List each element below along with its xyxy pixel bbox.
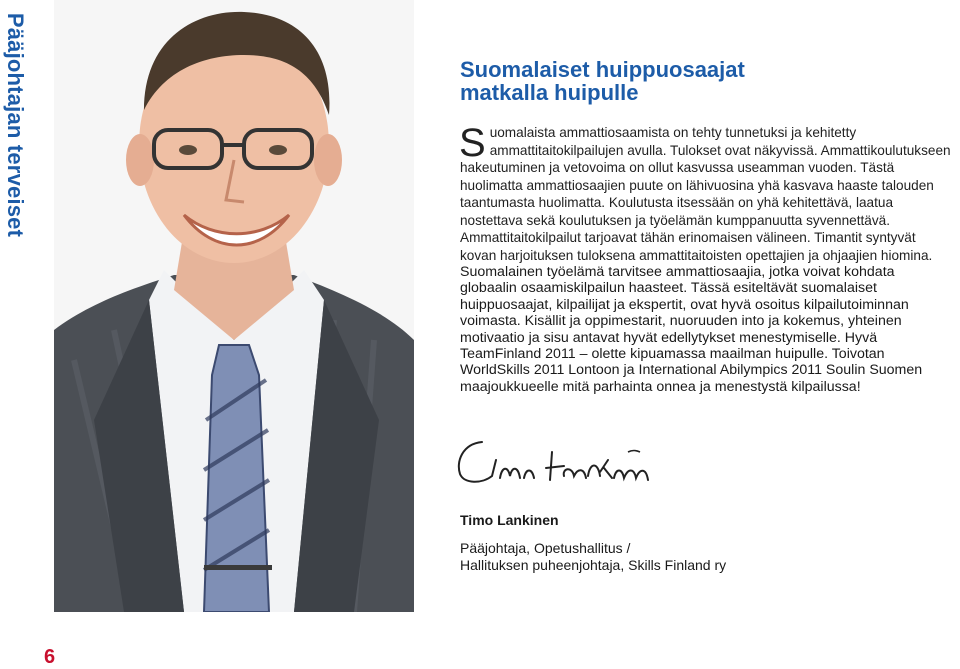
section-title-vertical (2, 0, 28, 250)
signatory-role-line-1: Pääjohtaja, Opetushallitus / (460, 540, 631, 556)
page-number: 6 (44, 646, 56, 668)
body-paragraph: Suomalainen työelämä tarvitsee ammattiosaajia, jotka voivat kohdata globaalin osaamiskilpailun haasteet. Tässä esiteltävät suomalaiset huippuosaajat, kilpailijat ja ekspertit, ovat hyvä osoitus kilpailutoiminnan voimasta. Kisällit ja oppimestarit, nuoruuden into ja kokemus, yhteinen motivaatio ja sisu antavat hyvät edellytykset menestymiselle. Hyvä TeamFinland 2011 – olette kipuamassa maailman huipulle. Toivotan WorldSkills 2011 Lontoon ja International Abilympics 2011 Soulin Suomen maajoukkueelle mitä parhainta onnea ja menestystä kilpailussa! (460, 264, 923, 395)
heading-line-1: Suomalaiset huippuosaajat (460, 57, 745, 82)
lead-text: uomalaista ammattiosaamista on tehty tunnetuksi ja kehitetty ammattitaitokilpailujen avulla. Tulokset ovat näkyvissä. Ammattikoulutukseen hakeutuminen ja vetovoima on ollut kasvussa useamman vuoden. Tästä huolimatta ammattiosaajien puute on lähivuosina yhä kasvava haaste talouden taantumasta huolimatta. Koulutusta itsessään on yhä kehitettävä, laatua nostettava sekä koulutuksen ja työelämän kumppanuutta syvennettävä. Ammattitaitokilpailut tarjoavat tähän erinomaisen välineen. Timantit syntyvät kovan harjoituksen tuloksena ammattitaitoisten opettajien ja ohjaajien hiomina. (460, 125, 951, 263)
heading-line-2: matkalla huipulle (460, 80, 639, 105)
portrait-photo (54, 0, 414, 612)
lead-paragraph (459, 121, 952, 264)
signatory-name: Timo Lankinen (460, 512, 559, 528)
signatory-role (460, 540, 726, 574)
drop-cap: S (459, 121, 486, 165)
article-heading (460, 58, 940, 104)
handwritten-signature (452, 432, 662, 492)
signatory-role-line-2: Hallituksen puheenjohtaja, Skills Finland ry (460, 557, 727, 573)
section-title-text: Pääjohtajan terveiset (3, 12, 29, 238)
